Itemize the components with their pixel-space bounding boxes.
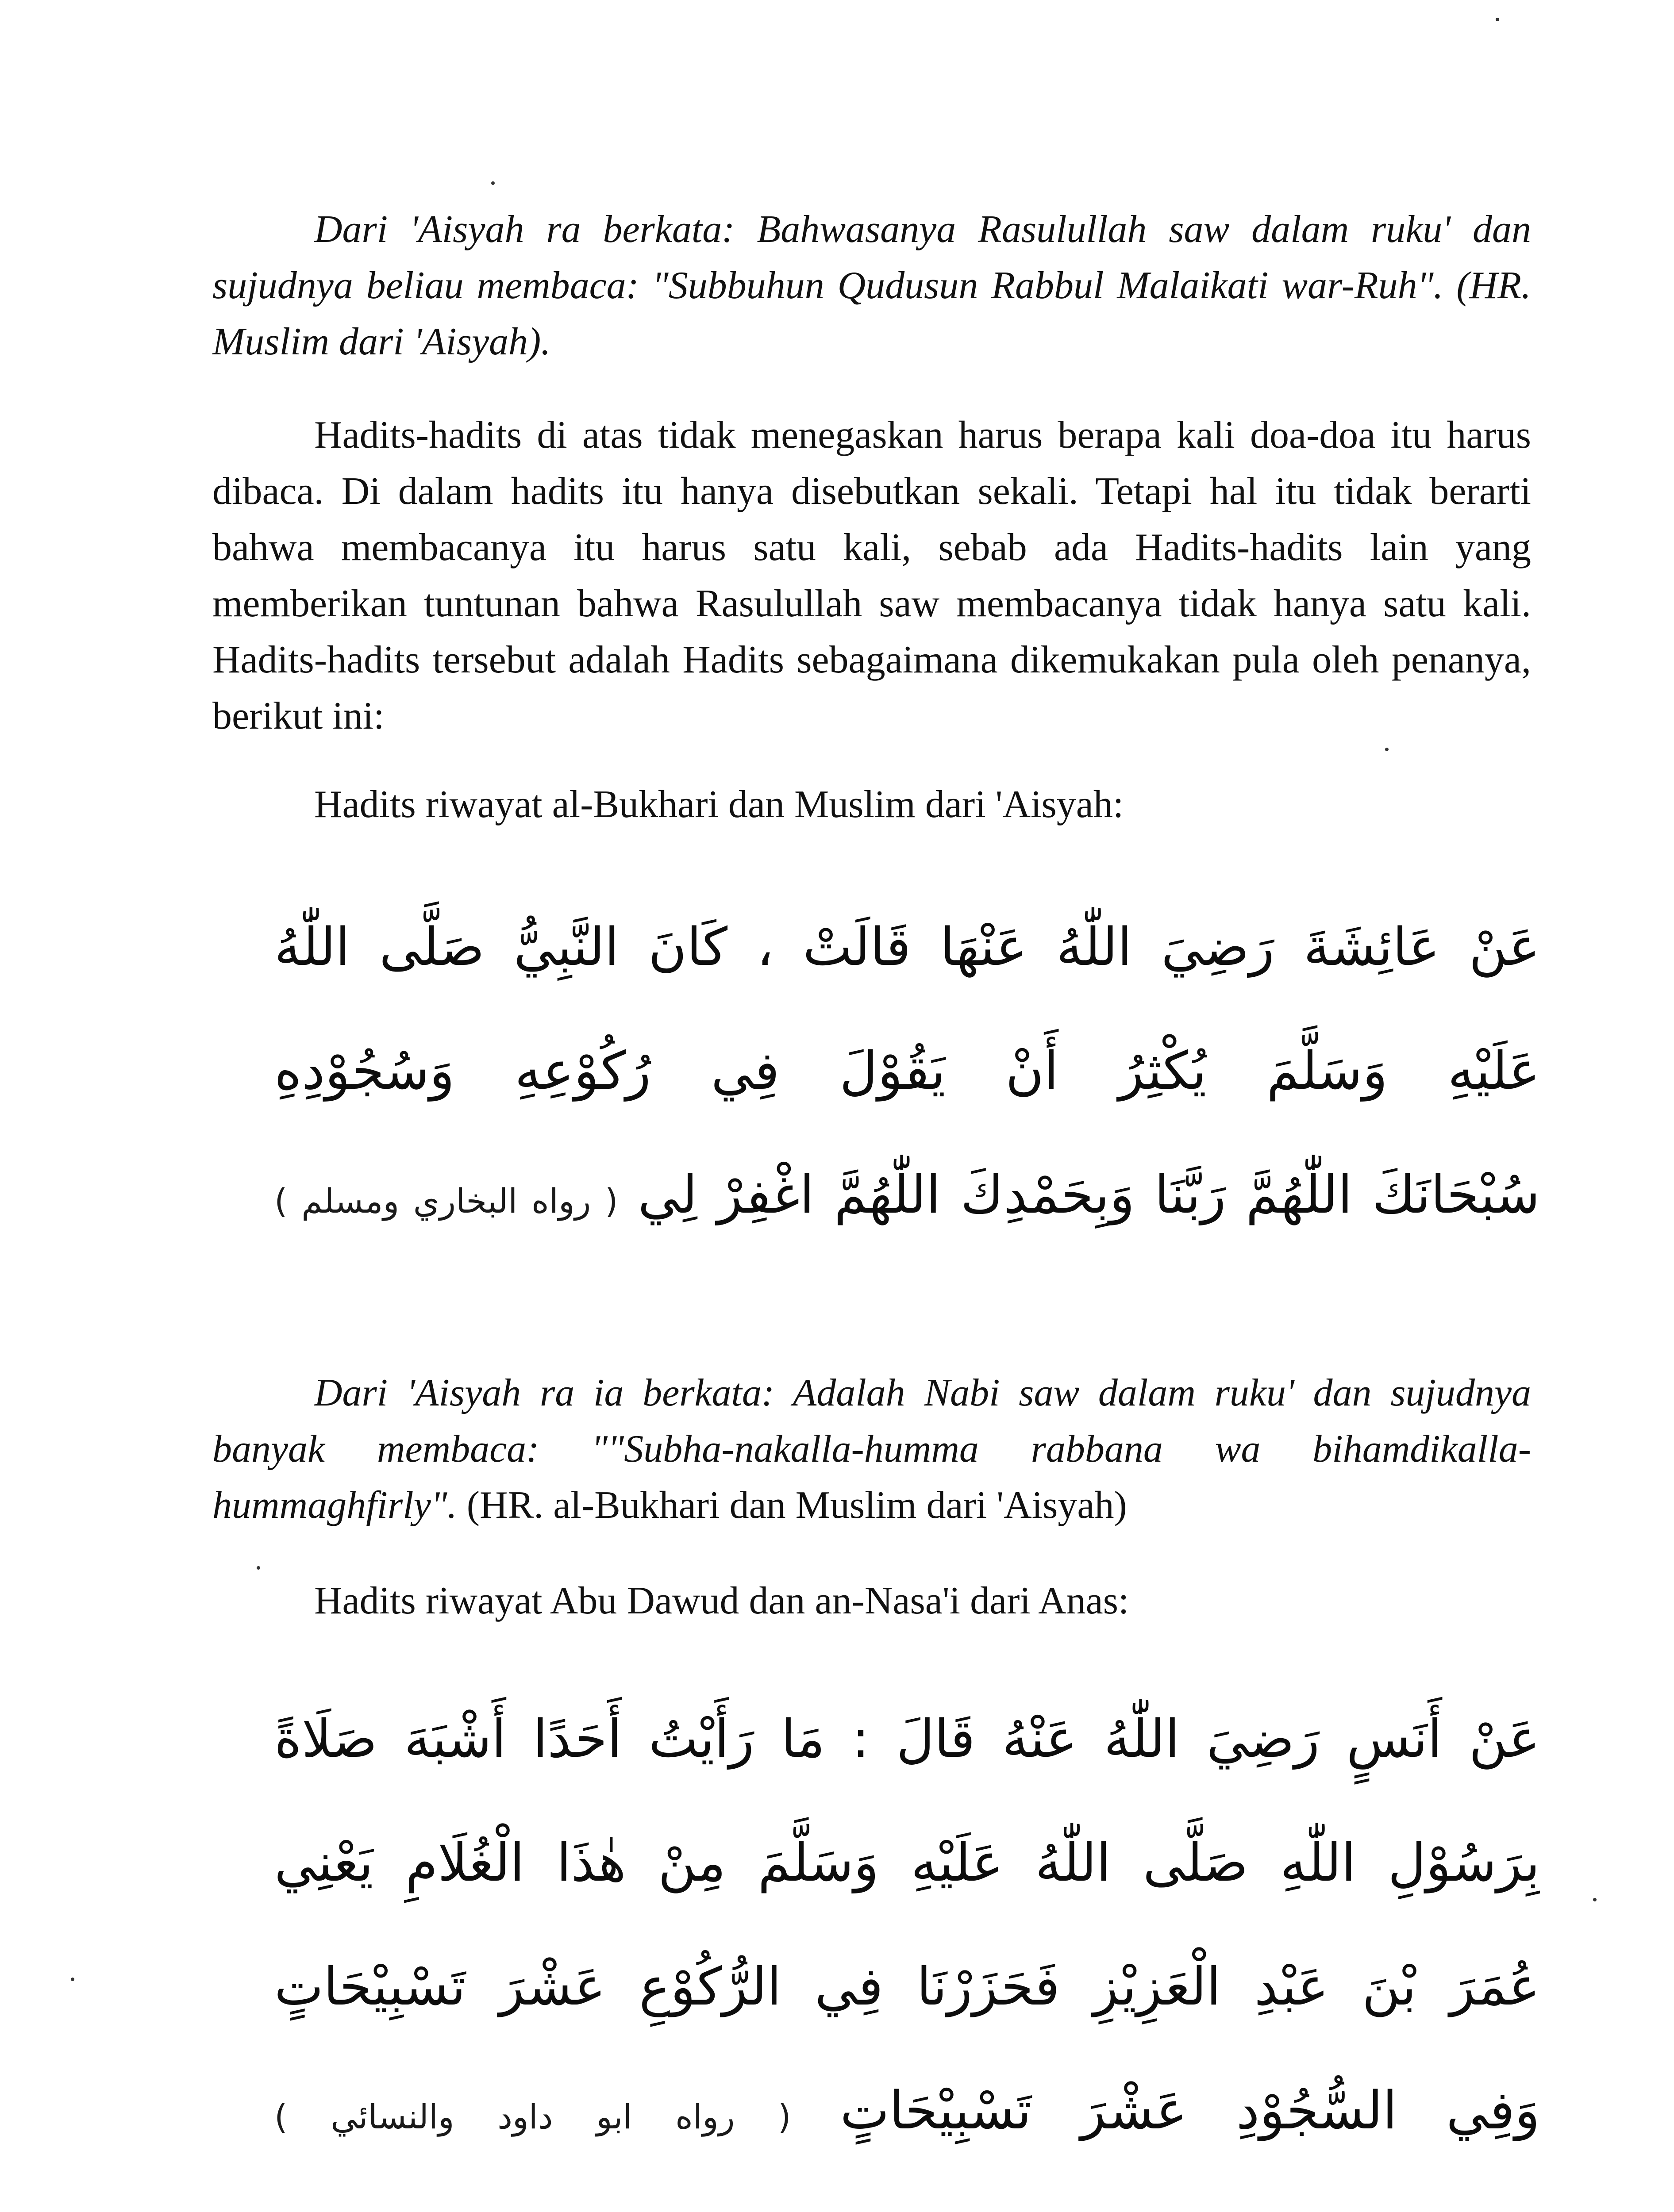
hadith-intro-2: Hadits riwayat Abu Dawud dan an-Nasa'i dari Anas: — [314, 1579, 1129, 1622]
scan-speck — [71, 1978, 74, 1981]
scan-speck — [491, 181, 495, 185]
arabic-hadith-2 — [274, 1677, 1540, 2179]
arabic-hadith-1-line-3 — [274, 1133, 1540, 1263]
arabic-hadith-1-line-2: عَلَيْهِ وَسَلَّمَ يُكْثِرُ أَنْ يَقُوْلَ فِي رُكُوْعِهِ وَسُجُوْدِهِ — [274, 1040, 1540, 1101]
translation-text-2: Dari 'Aisyah ra ia berkata: Adalah Nabi saw dalam ruku' dan sujudnya banyak membaca: ""Subha-nakalla-humma rabbana wa bihamdikalla-hummaghfirly". — [212, 1371, 1531, 1527]
translation-text-1: Dari 'Aisyah ra berkata: Bahwasanya Rasulullah saw dalam ruku' dan sujudnya beliau membaca: "Subbuhun Qudusun Rabbul Malaikati war-Ruh". (HR. Muslim dari 'Aisyah). — [212, 208, 1531, 363]
arabic-hadith-1-line-1: عَنْ عَائِشَةَ رَضِيَ اللّٰهُ عَنْهَا قَالَتْ ، كَانَ النَّبِيُّ صَلَّى اللّٰهُ — [274, 916, 1540, 977]
explanation-paragraph: Hadits-hadits di atas tidak menegaskan harus berapa kali doa-doa itu harus dibaca. Di dalam hadits itu hanya disebutkan sekali. Tetapi hal itu tidak berarti bahwa membacanya itu harus satu kali, sebab ada Hadits-hadits lain yang memberikan tuntunan bahwa Rasulullah saw membacanya tidak hanya satu kali. Hadits-hadits tersebut adalah Hadits sebagaimana dikemukakan pula oleh penanya, berikut ini: — [212, 414, 1531, 737]
arabic-hadith-2-line-4 — [274, 2048, 1540, 2179]
translation-paragraph-2 — [212, 1365, 1531, 1533]
arabic-hadith-2-line-4-text: وَفِي السُّجُوْدِ عَشْرَ تَسْبِيْحَاتٍ — [840, 2080, 1540, 2141]
arabic-hadith-2-line-2: بِرَسُوْلِ اللّٰهِ صَلَّى اللّٰهُ عَلَيْهِ وَسَلَّمَ مِنْ هٰذَا الْغُلَامِ يَعْنِي — [274, 1832, 1540, 1893]
hadith-intro-1: Hadits riwayat al-Bukhari dan Muslim dari 'Aisyah: — [314, 783, 1124, 826]
arabic-hadith-2-citation: ( رواه ابو داود والنسائي ) — [274, 2097, 791, 2136]
scan-speck — [1385, 748, 1389, 751]
arabic-hadith-1 — [274, 885, 1540, 1263]
translation-paragraph-1 — [212, 201, 1531, 370]
scan-speck — [1496, 18, 1499, 21]
arabic-hadith-2-line-1: عَنْ أَنَسٍ رَضِيَ اللّٰهُ عَنْهُ قَالَ : مَا رَأَيْتُ أَحَدًا أَشْبَهَ صَلَاةً — [274, 1708, 1540, 1769]
scan-speck — [257, 1566, 260, 1570]
arabic-hadith-2-line-3: عُمَرَ بْنَ عَبْدِ الْعَزِيْزِ فَحَزَرْنَا فِي الرُّكُوْعِ عَشْرَ تَسْبِيْحَاتٍ — [274, 1956, 1540, 2017]
translation-citation-2: (HR. al-Bukhari dan Muslim dari 'Aisyah) — [457, 1484, 1127, 1527]
arabic-hadith-1-line-3-text: سُبْحَانَكَ اللّٰهُمَّ رَبَّنَا وَبِحَمْدِكَ اللّٰهُمَّ اغْفِرْ لِي — [638, 1164, 1540, 1225]
arabic-hadith-1-citation: ( رواه البخاري ومسلم ) — [274, 1181, 618, 1221]
scan-speck — [1593, 1898, 1597, 1901]
